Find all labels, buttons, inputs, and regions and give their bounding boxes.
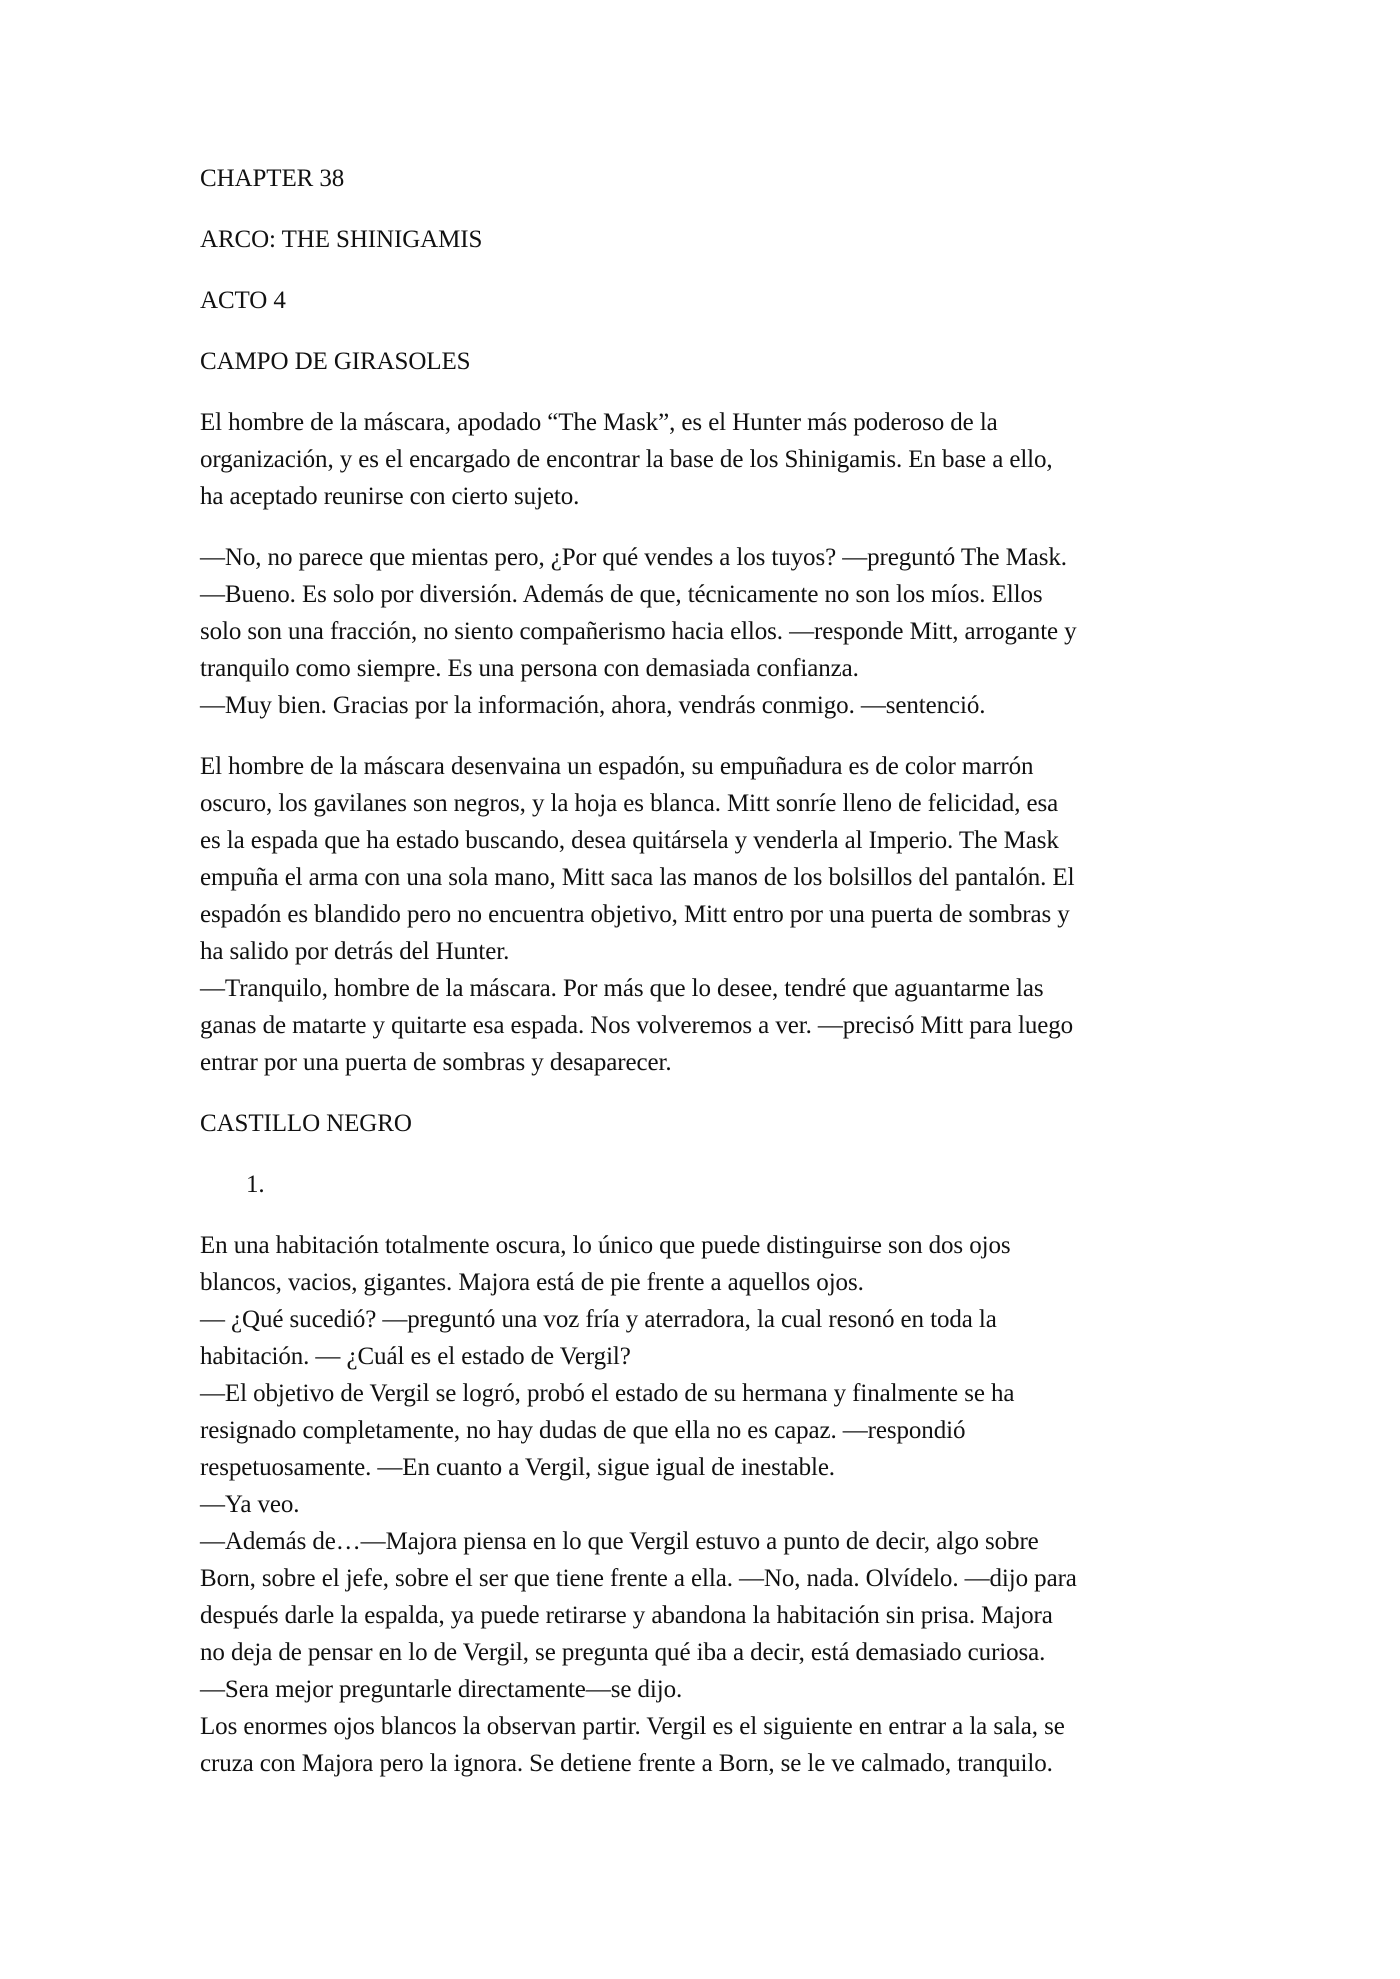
text-line: organización, y es el encargado de encontrar la base de los Shinigamis. En base a ello, <box>200 446 1053 473</box>
text-line: solo son una fracción, no siento compañerismo hacia ellos. —responde Mitt, arrogante y <box>200 618 1077 645</box>
act-title: ACTO 4 <box>200 287 286 314</box>
text-line: —Tranquilo, hombre de la máscara. Por más que lo desee, tendré que aguantarme las <box>200 975 1044 1002</box>
text-line: resignado completamente, no hay dudas de que ella no es capaz. —respondió <box>200 1417 966 1444</box>
paragraph-majora <box>200 1227 1210 1782</box>
chapter-heading <box>200 160 1210 197</box>
chapter-title: CHAPTER 38 <box>200 165 345 192</box>
text-line: no deja de pensar en lo de Vergil, se pregunta qué iba a decir, está demasiado curiosa. <box>200 1639 1046 1666</box>
location-heading-girasoles <box>200 343 1210 380</box>
list-number: 1. <box>246 1171 265 1198</box>
text-line: Los enormes ojos blancos la observan partir. Vergil es el siguiente en entrar a la sala, se <box>200 1713 1065 1740</box>
text-line: habitación. — ¿Cuál es el estado de Vergil? <box>200 1343 631 1370</box>
paragraph-sword <box>200 748 1210 1081</box>
text-line: —El objetivo de Vergil se logró, probó el estado de su hermana y finalmente se ha <box>200 1380 1015 1407</box>
text-line: En una habitación totalmente oscura, lo único que puede distinguirse son dos ojos <box>200 1232 1011 1259</box>
act-heading <box>200 282 1210 319</box>
text-line: El hombre de la máscara, apodado “The Mask”, es el Hunter más poderoso de la <box>200 409 998 436</box>
text-line: empuña el arma con una sola mano, Mitt saca las manos de los bolsillos del pantalón. El <box>200 864 1075 891</box>
text-line: —Muy bien. Gracias por la información, ahora, vendrás conmigo. —sentenció. <box>200 692 986 719</box>
document-page <box>200 160 1210 1806</box>
arc-title: ARCO: THE SHINIGAMIS <box>200 226 483 253</box>
text-line: —Sera mejor preguntarle directamente—se dijo. <box>200 1676 683 1703</box>
numbered-list <box>200 1166 1210 1203</box>
text-line: oscuro, los gavilanes son negros, y la hoja es blanca. Mitt sonríe lleno de felicidad, esa <box>200 790 1059 817</box>
text-line: ganas de matarte y quitarte esa espada. Nos volveremos a ver. —precisó Mitt para luego <box>200 1012 1074 1039</box>
text-line: entrar por una puerta de sombras y desaparecer. <box>200 1049 672 1076</box>
location-title: CASTILLO NEGRO <box>200 1110 412 1137</box>
text-line: espadón es blandido pero no encuentra objetivo, Mitt entro por una puerta de sombras y <box>200 901 1070 928</box>
text-line: tranquilo como siempre. Es una persona con demasiada confianza. <box>200 655 859 682</box>
text-line: Born, sobre el jefe, sobre el ser que tiene frente a ella. —No, nada. Olvídelo. —dijo para <box>200 1565 1077 1592</box>
text-line: blancos, vacios, gigantes. Majora está de pie frente a aquellos ojos. <box>200 1269 864 1296</box>
text-line: respetuosamente. —En cuanto a Vergil, sigue igual de inestable. <box>200 1454 835 1481</box>
text-line: —Ya veo. <box>200 1491 300 1518</box>
text-line: después darle la espalda, ya puede retirarse y abandona la habitación sin prisa. Majora <box>200 1602 1053 1629</box>
text-line: ha salido por detrás del Hunter. <box>200 938 510 965</box>
text-line: El hombre de la máscara desenvaina un espadón, su empuñadura es de color marrón <box>200 753 1034 780</box>
location-title: CAMPO DE GIRASOLES <box>200 348 471 375</box>
text-line: ha aceptado reunirse con cierto sujeto. <box>200 483 580 510</box>
location-heading-castillo <box>200 1105 1210 1142</box>
text-line: — ¿Qué sucedió? —preguntó una voz fría y aterradora, la cual resonó en toda la <box>200 1306 997 1333</box>
text-line: —Bueno. Es solo por diversión. Además de que, técnicamente no son los míos. Ellos <box>200 581 1043 608</box>
arc-heading <box>200 221 1210 258</box>
text-line: —No, no parece que mientas pero, ¿Por qué vendes a los tuyos? —preguntó The Mask. <box>200 544 1067 571</box>
paragraph-intro <box>200 404 1210 515</box>
text-line: es la espada que ha estado buscando, desea quitársela y venderla al Imperio. The Mask <box>200 827 1059 854</box>
paragraph-dialogue-mitt <box>200 539 1210 724</box>
text-line: —Además de…—Majora piensa en lo que Vergil estuvo a punto de decir, algo sobre <box>200 1528 1039 1555</box>
text-line: cruza con Majora pero la ignora. Se detiene frente a Born, se le ve calmado, tranquilo. <box>200 1750 1053 1777</box>
